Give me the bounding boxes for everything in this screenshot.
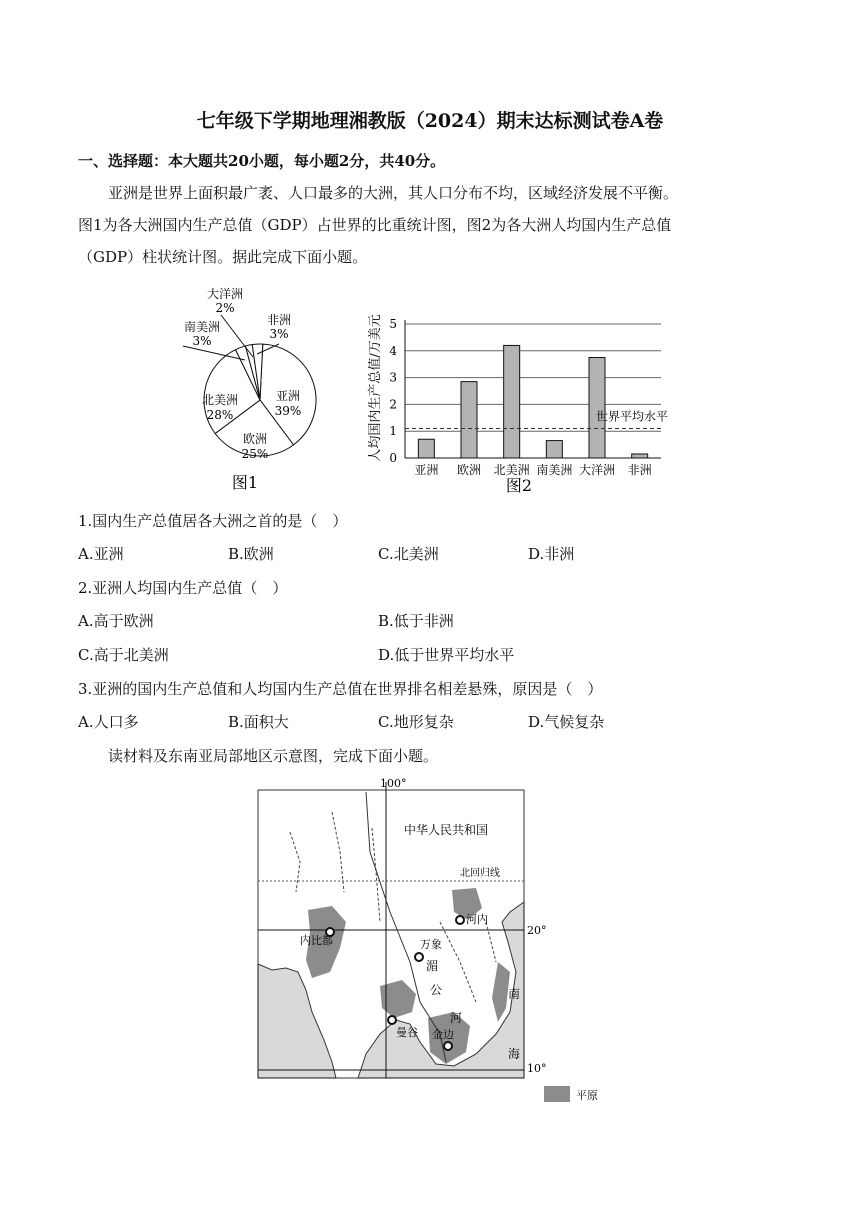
q1-option-a[interactable]: A.亚洲 [78, 545, 124, 563]
material-line-1: 亚洲是世界上面积最广袤、人口最多的大洲，其人口分布不均，区域经济发展不平衡。 [108, 184, 679, 202]
label-hanoi: 河内 [466, 913, 488, 926]
lat10-label: 10° [527, 1062, 547, 1075]
label-europe-pct: 25% [241, 447, 269, 461]
x-tick-亚洲: 亚洲 [414, 463, 439, 477]
bar-南美洲 [546, 441, 562, 458]
q3-option-a[interactable]: A.人口多 [78, 713, 139, 731]
label-naypyidaw: 内比都 [300, 934, 333, 947]
label-north-america-pct: 28% [206, 408, 234, 422]
y-tick-5: 5 [389, 317, 397, 331]
y-axis-label: 人均国内生产总值/万美元 [368, 314, 383, 462]
label-oceania: 大洋洲 [206, 287, 244, 301]
bar-非洲 [632, 454, 648, 458]
figure2-bar-chart [365, 310, 675, 500]
label-mekong-3: 河 [450, 1011, 463, 1025]
page-title: 七年级下学期地理湘教版（2024）期末达标测试卷A卷 [196, 110, 664, 132]
q1-option-b[interactable]: B.欧洲 [228, 545, 274, 563]
q3-option-d[interactable]: D.气候复杂 [528, 713, 605, 731]
label-sea-1: 南 [508, 987, 521, 1001]
bar-亚洲 [418, 439, 434, 458]
section-heading: 一、选择题：本大题共20小题，每小题2分，共40分。 [78, 152, 446, 170]
label-north-america: 北美洲 [201, 393, 239, 407]
figure1-caption: 图1 [231, 473, 259, 492]
q1-option-d[interactable]: D.非洲 [528, 545, 575, 563]
city-bangkok [388, 1016, 396, 1024]
label-asia: 亚洲 [275, 389, 301, 403]
q1-option-c[interactable]: C.北美洲 [378, 545, 439, 563]
lat20-label: 20° [527, 924, 547, 937]
figure1-pie-chart [175, 282, 335, 497]
material-paragraph-1 [78, 177, 790, 209]
x-tick-大洋洲: 大洋洲 [578, 463, 616, 477]
bar-北美洲 [504, 345, 520, 458]
q3-option-b[interactable]: B.面积大 [228, 713, 289, 731]
q2-option-d[interactable]: D.低于世界平均水平 [378, 646, 515, 664]
x-tick-北美洲: 北美洲 [493, 463, 530, 477]
lon-label: 100° [380, 777, 407, 790]
q3-option-c[interactable]: C.地形复杂 [378, 713, 454, 731]
label-asia-pct: 39% [274, 404, 302, 418]
legend-swatch [544, 1086, 570, 1102]
label-africa-pct: 3% [269, 327, 289, 341]
city-vientiane [415, 953, 423, 961]
label-vientiane: 万象 [420, 938, 442, 951]
label-mekong-2: 公 [430, 983, 443, 997]
label-europe: 欧洲 [242, 432, 268, 446]
label-bangkok: 曼谷 [396, 1026, 418, 1039]
question-1-stem: 1.国内生产总值居各大洲之首的是（ ） [78, 512, 348, 530]
label-africa: 非洲 [266, 313, 292, 327]
label-south-america-pct: 3% [192, 334, 212, 348]
label-mekong-1: 湄 [426, 959, 439, 973]
world-average-label: 世界平均水平 [596, 409, 669, 424]
material-2: 读材料及东南亚局部地区示意图，完成下面小题。 [108, 747, 439, 765]
material-line-2: 图1为各大洲国内生产总值（GDP）占世界的比重统计图，图2为各大洲人均国内生产总值 [78, 216, 672, 234]
x-tick-南美洲: 南美洲 [536, 463, 573, 477]
label-sea-2: 海 [508, 1047, 521, 1061]
bar-欧洲 [461, 382, 477, 458]
southeast-asia-map [240, 772, 620, 1112]
q2-option-c[interactable]: C.高于北美洲 [78, 646, 169, 664]
label-phnompenh: 金边 [432, 1028, 454, 1041]
question-3-stem: 3.亚洲的国内生产总值和人均国内生产总值在世界排名相差悬殊，原因是（ ） [78, 680, 603, 698]
label-tropic: 北回归线 [460, 868, 500, 879]
x-tick-非洲: 非洲 [627, 463, 652, 477]
city-phnompenh [444, 1042, 452, 1050]
q2-option-a[interactable]: A.高于欧洲 [78, 612, 154, 630]
legend-label: 平原 [576, 1089, 598, 1102]
y-tick-4: 4 [389, 343, 397, 358]
bar-group [389, 317, 668, 477]
q2-option-b[interactable]: B.低于非洲 [378, 612, 454, 630]
y-tick-3: 3 [389, 370, 397, 385]
y-tick-2: 2 [389, 397, 397, 412]
bar-大洋洲 [589, 358, 605, 459]
figure2-caption: 图2 [505, 476, 533, 495]
label-south-america: 南美洲 [183, 320, 221, 334]
label-oceania-pct: 2% [215, 301, 235, 315]
city-hanoi [456, 916, 464, 924]
y-tick-0: 0 [389, 451, 397, 465]
y-tick-1: 1 [389, 424, 397, 439]
label-china: 中华人民共和国 [404, 823, 489, 837]
material-line-3: （GDP）柱状统计图。据此完成下面小题。 [78, 248, 368, 266]
x-tick-欧洲: 欧洲 [456, 463, 482, 477]
question-2-stem: 2.亚洲人均国内生产总值（ ） [78, 579, 288, 597]
